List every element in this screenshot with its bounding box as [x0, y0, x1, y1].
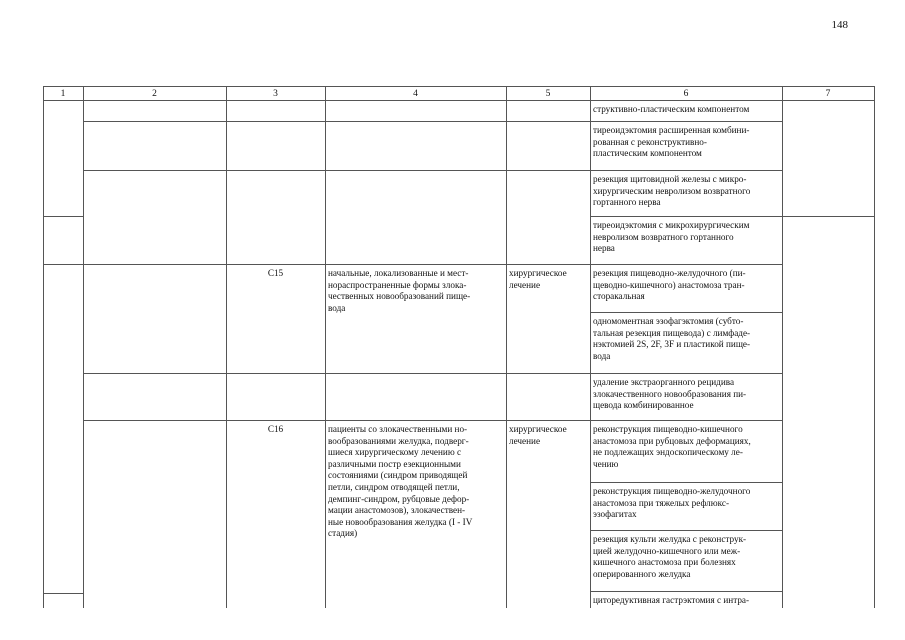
method-text: тиреоидэктомия с микрохирургическим невролизом возвратного гортанного нерва — [593, 220, 750, 254]
method-row-line — [590, 530, 782, 531]
method-text: резекция щитовидной железы с микро- хирургическим невролизом возвратного гортанного нерва — [593, 174, 751, 208]
treatment-c15: хирургическое лечение — [509, 268, 567, 290]
row-line — [83, 170, 590, 171]
method-text: реконструкция пищеводно-желудочного анастомоза при тяжелых рефлюкс- эзофагитах — [593, 486, 751, 520]
header-col-3: 3 — [273, 89, 278, 99]
row-line — [83, 264, 590, 265]
header-col-6: 6 — [683, 89, 689, 99]
method-row-line — [590, 420, 782, 421]
method-text: циторедуктивная гастрэктомия с интра- — [593, 595, 750, 605]
method-row-line — [590, 264, 782, 265]
col1-row-line — [43, 216, 83, 217]
table-top-border — [43, 86, 875, 87]
method-text: тиреоидэктомия расширенная комбини- рованная с реконструктивно- пластическим компонентом — [593, 125, 750, 159]
model-c15: начальные, локализованные и мест- нораспространенные формы злока- чественных новообразований пище- вода — [328, 268, 471, 313]
row-line — [83, 121, 590, 122]
header-col-7: 7 — [825, 89, 831, 99]
col7-row-line — [782, 216, 874, 217]
method-row-line — [590, 170, 782, 171]
method-text: удаление экстраорганного рецидива злокачественного новообразования пи- щевода комбинированное — [593, 377, 747, 411]
code-c16: С16 — [267, 424, 284, 434]
header-col-2: 2 — [152, 89, 157, 99]
method-row-line — [590, 121, 782, 122]
method-row-line — [590, 312, 782, 313]
method-text: резекция культи желудка с реконструк- цией желудочно-кишечного или меж- кишечного анастомоза при болезнях оперированного желудка — [593, 534, 747, 579]
col-divider-6 — [782, 86, 783, 608]
method-text: одномоментная эзофагэктомия (субто- тальная резекция пищевода) с лимфаде- нэктомией 2S, 2F, 3F и пластикой пище- вода — [593, 316, 751, 361]
treatment-c16: хирургическое лечение — [509, 424, 567, 446]
col1-row-line — [43, 593, 83, 594]
method-row-line — [590, 216, 782, 217]
header-col-1: 1 — [60, 89, 66, 99]
table-left-border — [43, 86, 44, 608]
col1-row-line — [43, 264, 83, 265]
table-right-border — [874, 86, 875, 608]
header-row-divider — [43, 100, 875, 101]
row-line — [83, 420, 590, 421]
model-c16: пациенты со злокачественными но- вообразованиями желудка, подверг- шиеся хирургическому лечению с различными постр езекционными состояниями (синдром приводящей петли, синдром отводящей петли, демпинг-синдром, рубцовые дефор- мации анастомозов), злокачествен- ные новообразования желудка (I - IV стадия) — [328, 424, 473, 539]
col-divider-1 — [83, 86, 84, 608]
method-row-line — [590, 591, 782, 592]
method-text: резекция пищеводно-желудочного (пи- щеводно-кишечного) анастомоза тран- сторакальная — [593, 268, 746, 302]
header-col-5: 5 — [545, 89, 551, 99]
col-divider-4 — [506, 86, 507, 608]
header-col-4: 4 — [413, 89, 418, 99]
procedure-table — [43, 86, 875, 608]
page-number: 148 — [831, 19, 848, 31]
method-row-line — [590, 373, 782, 374]
row-line — [83, 373, 590, 374]
method-text: структивно-пластическим компонентом — [593, 104, 750, 114]
col-divider-2 — [226, 86, 227, 608]
col-divider-3 — [325, 86, 326, 608]
code-c15: С15 — [267, 268, 284, 278]
method-row-line — [590, 482, 782, 483]
method-text: реконструкция пищеводно-кишечного анастомоза при рубцовых деформациях, не подлежащих эндоскопическому ле- чению — [593, 424, 751, 469]
